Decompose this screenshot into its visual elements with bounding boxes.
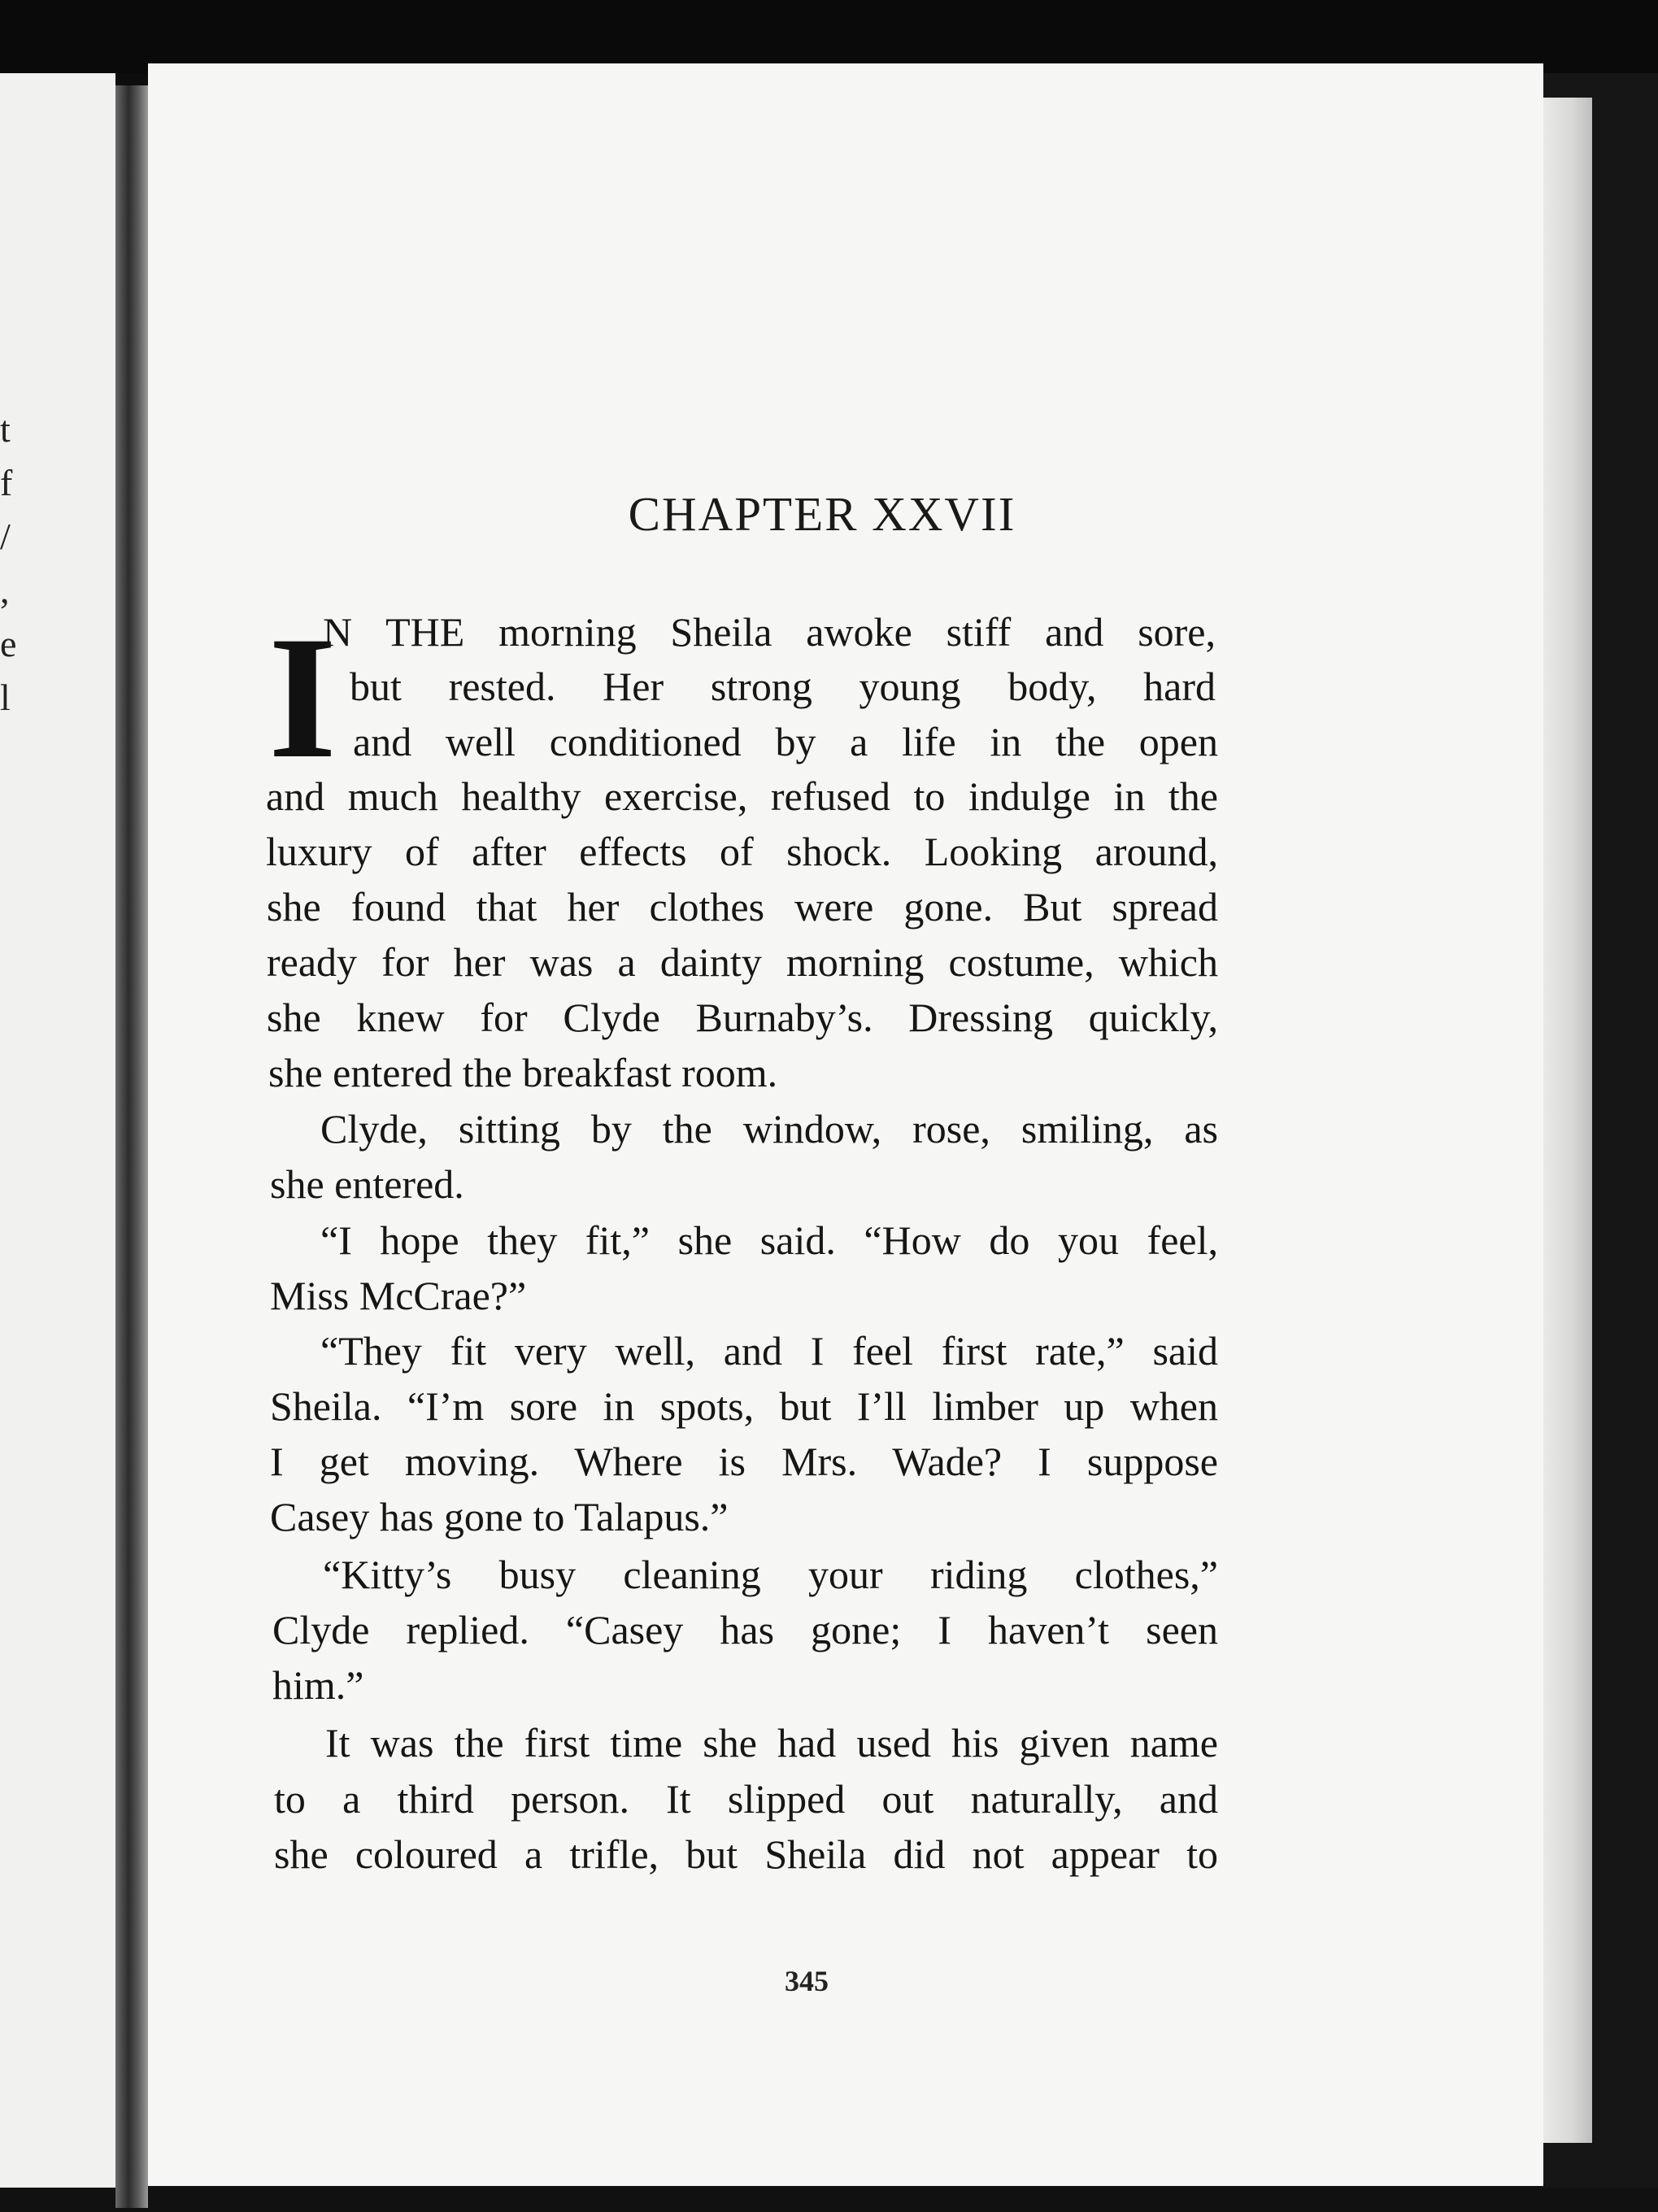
- text-line: Sheila. “I’m sore in spots, but I’ll limber up when: [270, 1383, 1218, 1429]
- text-line: Clyde, sitting by the window, rose, smiling, as: [320, 1106, 1218, 1152]
- text-line: to a third person. It slipped out naturally, and: [274, 1776, 1218, 1822]
- book-page: [148, 63, 1543, 2186]
- edge-char: /: [0, 516, 11, 557]
- edge-char: t: [0, 408, 11, 450]
- edge-char: l: [0, 677, 11, 718]
- book-binding-gutter: [115, 85, 148, 2208]
- edge-char: f: [0, 462, 13, 503]
- edge-char: e: [0, 623, 17, 664]
- text-line: “They fit very well, and I feel first rate,” said: [320, 1328, 1218, 1374]
- text-line: It was the first time she had used his given name: [325, 1720, 1218, 1766]
- text-line: and well conditioned by a life in the open: [353, 719, 1218, 764]
- text-line: she found that her clothes were gone. But spread: [267, 884, 1218, 930]
- text-line: Casey has gone to Talapus.”: [270, 1494, 729, 1539]
- text-line: she entered.: [270, 1161, 464, 1207]
- page-stack-edge: [1543, 98, 1592, 2143]
- text-line: but rested. Her strong young body, hard: [350, 664, 1216, 709]
- text-line: “Kitty’s busy cleaning your riding clothes,”: [323, 1552, 1218, 1597]
- edge-char: ,: [0, 569, 10, 611]
- scan-top-border: [0, 0, 1658, 73]
- text-line: him.”: [272, 1662, 364, 1708]
- text-line: Clyde replied. “Casey has gone; I haven’t seen: [272, 1607, 1218, 1652]
- text-line: “I hope they fit,” she said. “How do you feel,: [320, 1217, 1218, 1263]
- chapter-title: CHAPTER XXVII: [628, 487, 1016, 541]
- text-line: she knew for Clyde Burnaby’s. Dressing quickly,: [267, 995, 1218, 1040]
- text-line: and much healthy exercise, refused to indulge in the: [266, 773, 1218, 819]
- text-line: ready for her was a dainty morning costume, which: [267, 939, 1218, 985]
- text-line: Miss McCrae?”: [270, 1273, 527, 1318]
- text-line: she entered the breakfast room.: [268, 1050, 778, 1095]
- page-number: 345: [785, 1965, 829, 1997]
- text-line: N THE morning Sheila awoke stiff and sore,: [323, 609, 1216, 655]
- drop-cap: I: [268, 600, 337, 795]
- text-line: she coloured a trifle, but Sheila did not appear to: [274, 1831, 1218, 1877]
- previous-page-fragment: [0, 73, 115, 2188]
- text-line: luxury of after effects of shock. Looking around,: [266, 829, 1218, 874]
- previous-page-edge-text: [0, 403, 24, 725]
- text-line: I get moving. Where is Mrs. Wade? I suppose: [270, 1439, 1218, 1484]
